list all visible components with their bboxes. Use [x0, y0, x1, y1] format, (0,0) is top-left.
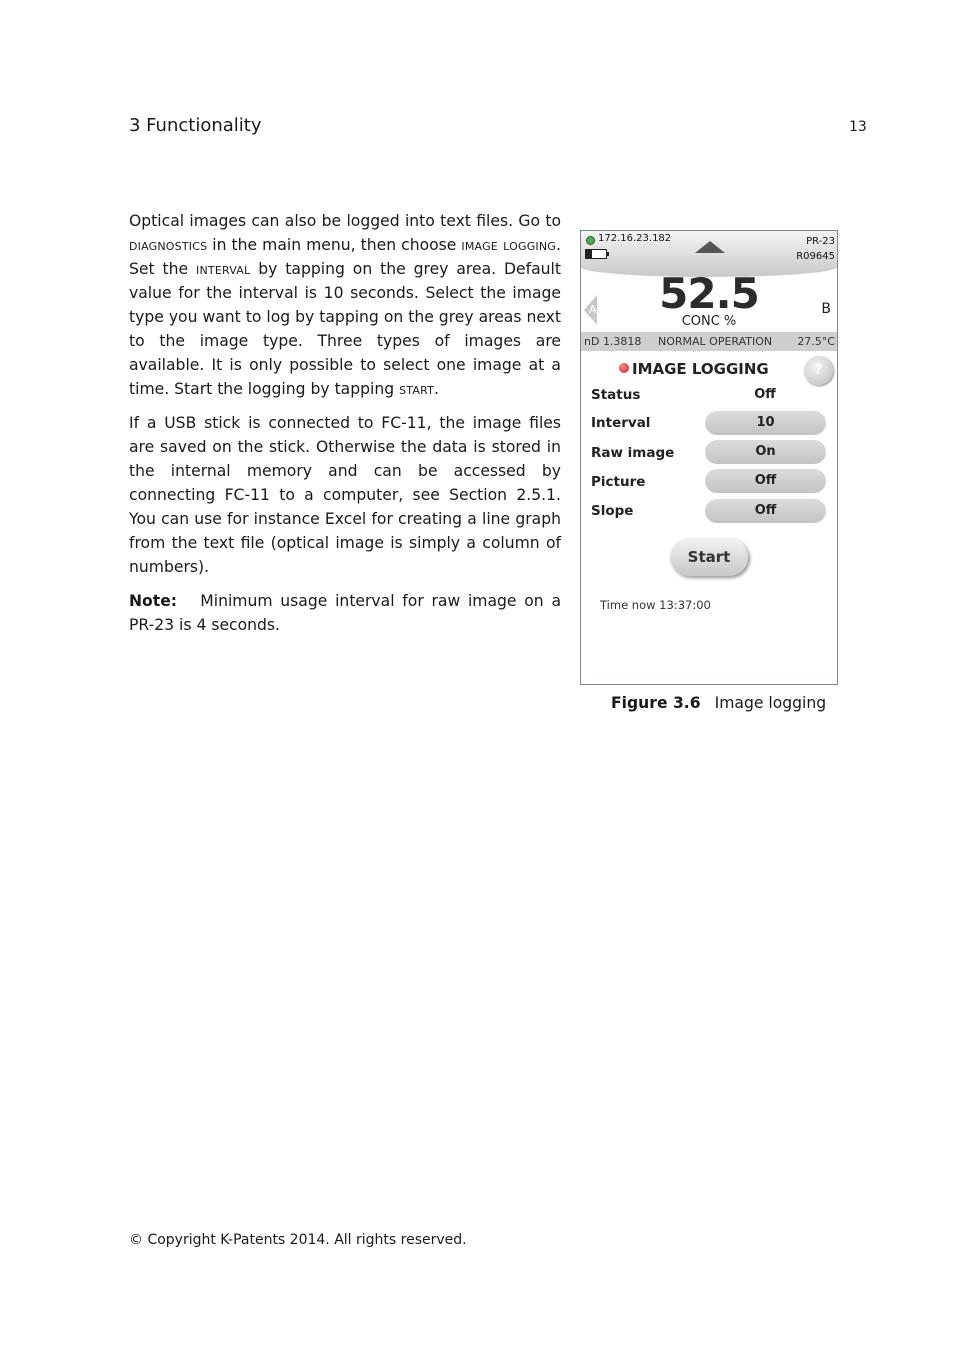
connection-status-icon — [586, 236, 595, 245]
slope-label: Slope — [591, 503, 634, 519]
page-number: 13 — [849, 119, 867, 135]
info-bar — [581, 332, 837, 351]
status-label: Status — [591, 387, 641, 403]
operation-status: NORMAL OPERATION — [658, 335, 773, 348]
start-button[interactable]: Start — [670, 538, 748, 576]
raw-image-toggle[interactable]: On — [705, 440, 826, 464]
panel-title: IMAGE LOGGING — [632, 360, 769, 378]
p1-text: in the main menu, then choose — [207, 236, 462, 254]
ip-address: 172.16.23.182 — [598, 233, 672, 244]
p1-text: Optical images can also be logged into text files. Go to — [129, 212, 561, 230]
picture-toggle[interactable]: Off — [705, 469, 826, 493]
battery-icon — [585, 249, 607, 259]
device-screenshot — [580, 230, 838, 685]
model-info — [796, 234, 835, 264]
interval-label: Interval — [591, 415, 651, 431]
interval-field[interactable]: 10 — [705, 411, 826, 435]
time-now: Time now 13:37:00 — [600, 598, 711, 612]
copyright-footer: © Copyright K-Patents 2014. All rights reserved. — [129, 1232, 467, 1248]
p1-text: by tapping on the grey area. Default value for the interval is 10 seconds. Select the image type you want to log by tapping on the grey areas next to the image type. Three types of images are available. It is only possible to select one image at a time. Start the logging by tapping — [129, 260, 561, 398]
note-label: Note: — [129, 592, 178, 610]
menu-interval: interval — [196, 260, 251, 278]
body-text — [129, 209, 561, 647]
reading-unit: CONC % — [681, 314, 737, 329]
temperature-value: 27.5°C — [797, 335, 835, 348]
raw-image-label: Raw image — [591, 445, 675, 461]
note-paragraph — [129, 589, 561, 637]
slope-toggle[interactable]: Off — [705, 499, 826, 523]
figure-caption-text: Image logging — [714, 694, 827, 712]
main-reading: 52.5 — [659, 269, 759, 318]
figure-number: Figure 3.6 — [611, 694, 701, 712]
paragraph-1 — [129, 209, 561, 401]
nd-value: nD 1.3818 — [584, 335, 642, 348]
record-indicator-icon — [619, 363, 629, 373]
paragraph-2: If a USB stick is connected to FC-11, the image files are saved on the stick. Otherwise the data is stored in the internal memory and can be accessed by connecting FC-11 to a computer, see Section 2.5.1. You can use for instance Excel for creating a line graph from the text file (optical image is simply a column of numbers). — [129, 414, 561, 576]
menu-image-logging: image logging — [461, 236, 557, 254]
menu-diagnostics: diagnostics — [129, 236, 208, 254]
help-button[interactable]: ? — [804, 356, 833, 385]
model-name: PR-23 — [806, 236, 835, 247]
status-value: Off — [754, 387, 776, 402]
serial-number: R09645 — [796, 251, 835, 262]
left-arrow-label: A — [589, 303, 597, 316]
up-arrow-icon[interactable] — [695, 241, 725, 253]
channel-label: B — [821, 301, 831, 317]
picture-label: Picture — [591, 474, 646, 490]
page-header-section: 3 Functionality — [129, 115, 262, 136]
note-text: Minimum usage interval for raw image on a PR-23 is 4 seconds. — [129, 592, 561, 634]
p1-text: . — [434, 380, 440, 398]
menu-start: start — [399, 380, 435, 398]
p1-text: . Set the — [129, 236, 561, 278]
figure-caption — [611, 694, 826, 712]
